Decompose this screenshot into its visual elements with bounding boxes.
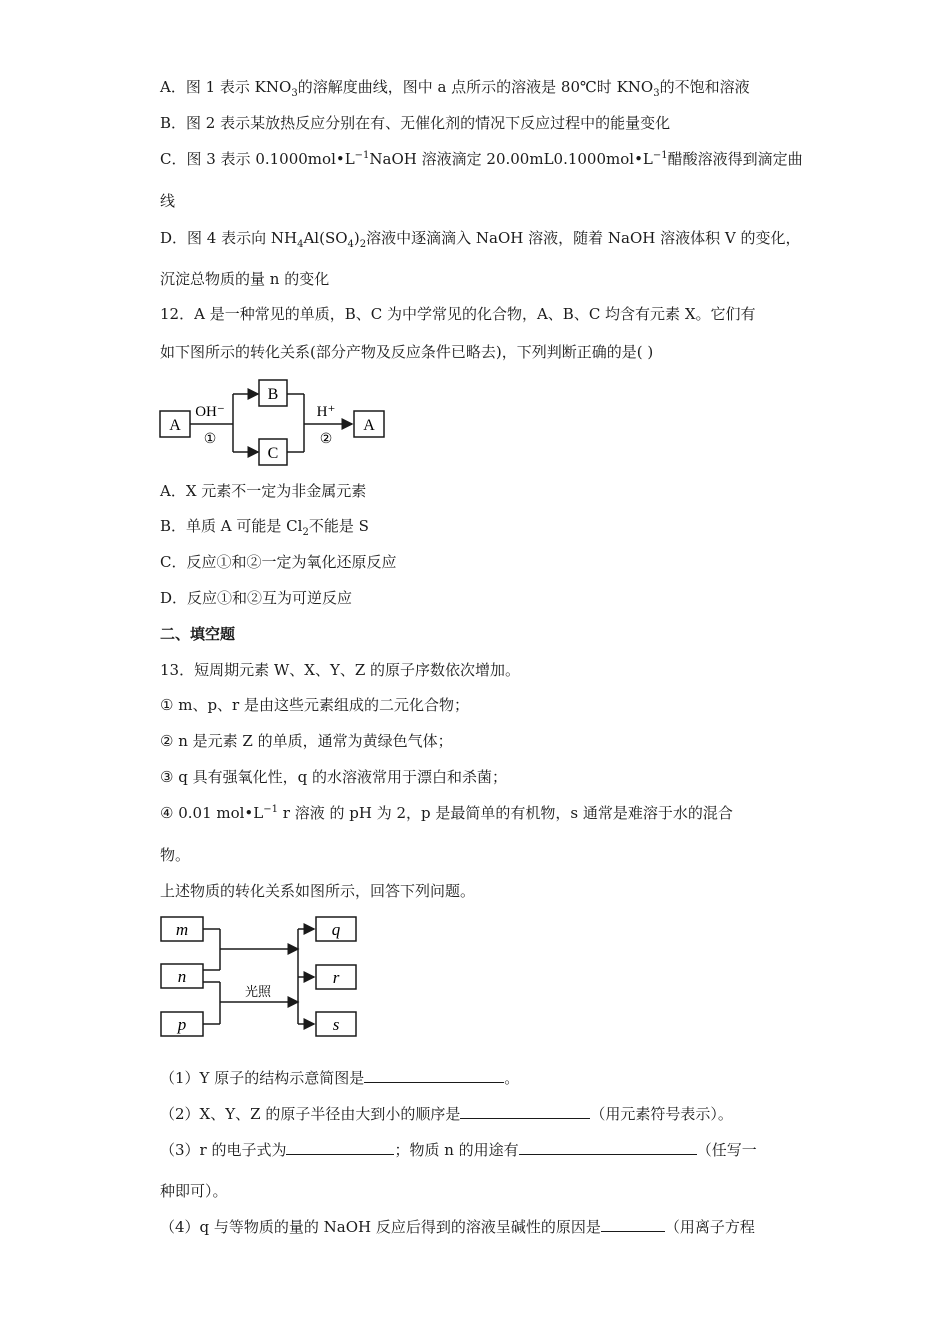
q12-option-b [160, 516, 369, 536]
answer-blank[interactable] [364, 1068, 504, 1083]
q13-diagram [158, 912, 362, 1038]
q13-item4-text: r 溶液 的 pH 为 2，p 是最简单的有机物，s 通常是难溶于水的混合 [278, 804, 733, 822]
q12-option-a: A．X 元素不一定为非金属元素 [160, 482, 367, 500]
q13-stem: 13．短周期元素 W、X、Y、Z 的原子序数依次增加。 [160, 661, 521, 679]
subscript: 3 [653, 88, 660, 99]
box-b-label: B [267, 386, 279, 403]
q11-option-a-text: 的不饱和溶液 [659, 78, 750, 96]
q11-option-c-text: 醋酸溶液得到滴定曲 [667, 150, 803, 168]
condition-label: 光照 [244, 984, 272, 999]
q13-sub4-text: （4）q 与等物质的量的 NaOH 反应后得到的溶液呈碱性的原因是 [160, 1218, 601, 1236]
q13-item4-text: ④ 0.01 mol•L [160, 804, 264, 822]
subscript: 4 [297, 239, 304, 250]
superscript: −1 [354, 150, 370, 161]
q13-item4-cont: 物。 [160, 846, 191, 864]
q13-lead: 上述物质的转化关系如图所示，回答下列问题。 [160, 882, 476, 900]
q12-diagram [158, 376, 394, 470]
superscript: −1 [652, 150, 668, 161]
q11-option-b: B．图 2 表示某放热反应分别在有、无催化剂的情况下反应过程中的能量变化 [160, 114, 671, 132]
q12-stem-line1: 12．A 是一种常见的单质，B、C 为中学常见的化合物，A、B、C 均含有元素 X。它们有 [160, 305, 756, 323]
q11-option-a [160, 77, 750, 97]
box-c-label: C [267, 445, 279, 462]
answer-blank[interactable] [460, 1104, 590, 1119]
q13-item3: ③ q 具有强氧化性，q 的水溶液常用于漂白和杀菌； [160, 768, 507, 786]
q11-option-c-text: C．图 3 表示 0.1000mol•L [160, 150, 355, 168]
reagent-oh-label: OH⁻ [195, 404, 225, 420]
answer-blank[interactable] [286, 1140, 394, 1155]
q13-sub1-text: 。 [504, 1069, 520, 1087]
q13-sub3-text: ；物质 n 的用途有 [394, 1141, 519, 1159]
q11-option-d-text: Al(SO [303, 229, 348, 247]
q11-option-c [160, 149, 803, 169]
q13-sub2 [160, 1104, 733, 1124]
superscript: −1 [263, 804, 278, 815]
q12-stem-line2: 如下图所示的转化关系(部分产物及反应条件已略去)，下列判断正确的是( ) [160, 343, 654, 361]
q13-sub4 [160, 1217, 755, 1237]
subscript: 3 [291, 88, 298, 99]
q11-option-d [160, 228, 800, 248]
box-r-label: r [332, 968, 340, 987]
q13-item2: ② n 是元素 Z 的单质，通常为黄绿色气体； [160, 732, 453, 750]
q13-sub3 [160, 1140, 757, 1160]
q12-option-b-text: 不能是 S [308, 517, 369, 535]
q13-item4 [160, 803, 733, 823]
answer-blank[interactable] [601, 1217, 665, 1232]
answer-blank[interactable] [519, 1140, 697, 1155]
q11-option-c-text: NaOH 溶液滴定 20.00mL0.1000mol•L [369, 150, 653, 168]
q11-option-d-text: 溶液中逐滴滴入 NaOH 溶液，随着 NaOH 溶液体积 V 的变化， [366, 229, 801, 247]
q13-sub4-text: （用离子方程 [664, 1218, 755, 1236]
q11-option-a-text: A．图 1 表示 KNO [160, 78, 292, 96]
q11-option-d-text: ) [353, 229, 360, 247]
q11-option-d-cont: 沉淀总物质的量 n 的变化 [160, 270, 330, 288]
q12-option-d: D．反应①和②互为可逆反应 [160, 589, 353, 607]
q11-option-c-cont: 线 [160, 192, 176, 210]
box-n-label: n [177, 967, 187, 986]
box-a-right-label: A [363, 417, 375, 434]
q13-sub1 [160, 1068, 519, 1088]
q12-option-c: C．反应①和②一定为氧化还原反应 [160, 553, 397, 571]
section-title: 二、填空题 [160, 625, 236, 643]
reagent-h-label: H⁺ [316, 404, 336, 420]
q13-item1: ① m、p、r 是由这些元素组成的二元化合物； [160, 696, 469, 714]
q13-sub3-text: （3）r 的电子式为 [160, 1141, 287, 1159]
q12-option-b-text: B．单质 A 可能是 Cl [160, 517, 303, 535]
box-m-label: m [175, 920, 189, 939]
box-p-label: p [177, 1015, 187, 1034]
subscript: 4 [347, 239, 354, 250]
step2-label: ② [319, 432, 333, 447]
box-s-label: s [332, 1015, 340, 1034]
subscript: 2 [302, 527, 309, 538]
box-q-label: q [331, 920, 341, 939]
q13-sub1-text: （1）Y 原子的结构示意简图是 [160, 1069, 365, 1087]
q11-option-d-text: D．图 4 表示向 NH [160, 229, 298, 247]
subscript: 2 [359, 239, 367, 250]
q13-sub2-text: （2）X、Y、Z 的原子半径由大到小的顺序是 [160, 1105, 461, 1123]
q13-sub2-text: （用元素符号表示）。 [590, 1105, 733, 1123]
step1-label: ① [203, 432, 217, 447]
q13-sub3-cont: 种即可）。 [160, 1182, 228, 1200]
box-a-left-label: A [169, 417, 181, 434]
q11-option-a-text: 的溶解度曲线，图中 a 点所示的溶液是 80℃时 KNO [297, 78, 654, 96]
q13-sub3-text: （任写一 [696, 1141, 757, 1159]
